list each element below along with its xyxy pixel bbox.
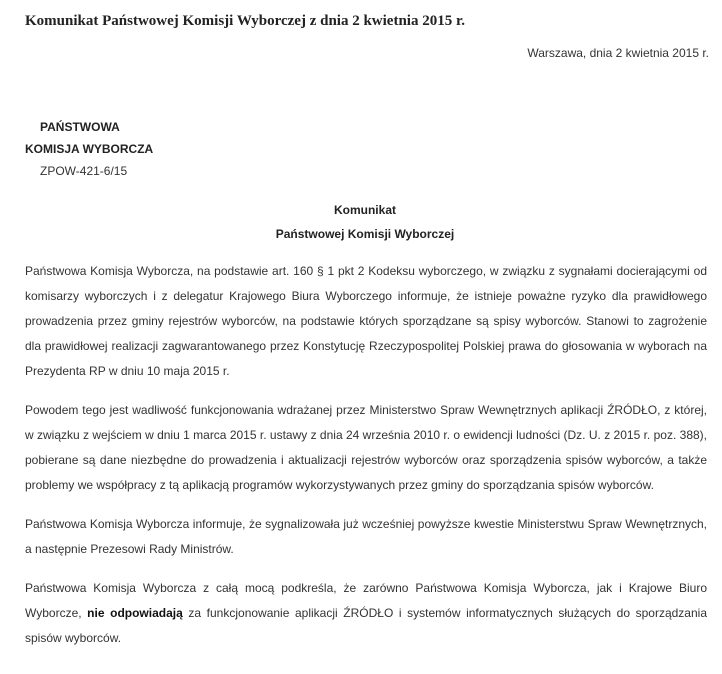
paragraph-4 (25, 576, 707, 651)
communique-heading: Komunikat (333, 203, 396, 217)
document-title: Komunikat Państwowej Komisji Wyborczej z dnia 2 kwietnia 2015 r. (25, 13, 466, 29)
sender-block (25, 119, 153, 185)
sender-line-1: PAŃSTWOWA (40, 120, 120, 134)
paragraph-2: Powodem tego jest wadliwość funkcjonowania wdrażanej przez Ministerstwo Spraw Wewnętrznych aplikacji ŹRÓDŁO, z której, w związku z wejściem w dniu 1 marca 2015 r. ustawy z dnia 24 września 2010 r. o ewidencji ludności (Dz. U. z 2015 r. poz. 388), pobierane są dane niezbędne do prowadzenia i aktualizacji rejestrów wyborców oraz sporządzenia spisów wyborców, a także problemy we współpracy z tą aplikacją programów wykorzystywanych przez gminy do sporządzania spisów wyborców. (25, 403, 707, 492)
sender-line-2: KOMISJA WYBORCZA (25, 142, 154, 156)
document-body (25, 259, 707, 665)
paragraph-1: Państwowa Komisja Wyborcza, na podstawie art. 160 § 1 pkt 2 Kodeksu wyborczego, w związku z sygnałami docierającymi od komisarzy wyborczych i z delegatur Krajowego Biura Wyborczego informuje, że istnieje poważne ryzyko dla prawidłowego prowadzenia przez gminy rejestrów wyborców, na podstawie których sporządzane są spisy wyborców. Stanowi to zagrożenie dla prawidłowej realizacji zagwarantowanego przez Konstytucję Rzeczypospolitej Polskiej prawa do głosowania w wyborach na Prezydenta RP w dniu 10 maja 2015 r. (25, 264, 707, 378)
paragraph-4-end: za funkcjonowanie aplikacji ŹRÓDŁO i systemów informatycznych służących do sporządzania spisów wyborców. (25, 606, 707, 645)
paragraph-3: Państwowa Komisja Wyborcza informuje, że sygnalizowała już wcześniej powyższe kwestie Ministerstwu Spraw Wewnętrznych, a następnie Prezesowi Rady Ministrów. (25, 517, 707, 556)
communique-subheading: Państwowej Komisji Wyborczej (275, 227, 455, 241)
reference-number: ZPOW-421-6/15 (40, 164, 128, 178)
paragraph-4-start: Państwowa Komisja Wyborcza z całą mocą podkreśla, że zarówno Państwowa Komisja Wyborcza, jak i Krajowe Biuro Wyborcze, (25, 581, 707, 620)
dateline: Warszawa, dnia 2 kwietnia 2015 r. (527, 46, 709, 60)
paragraph-4-emphasis: nie odpowiadają (87, 606, 183, 620)
